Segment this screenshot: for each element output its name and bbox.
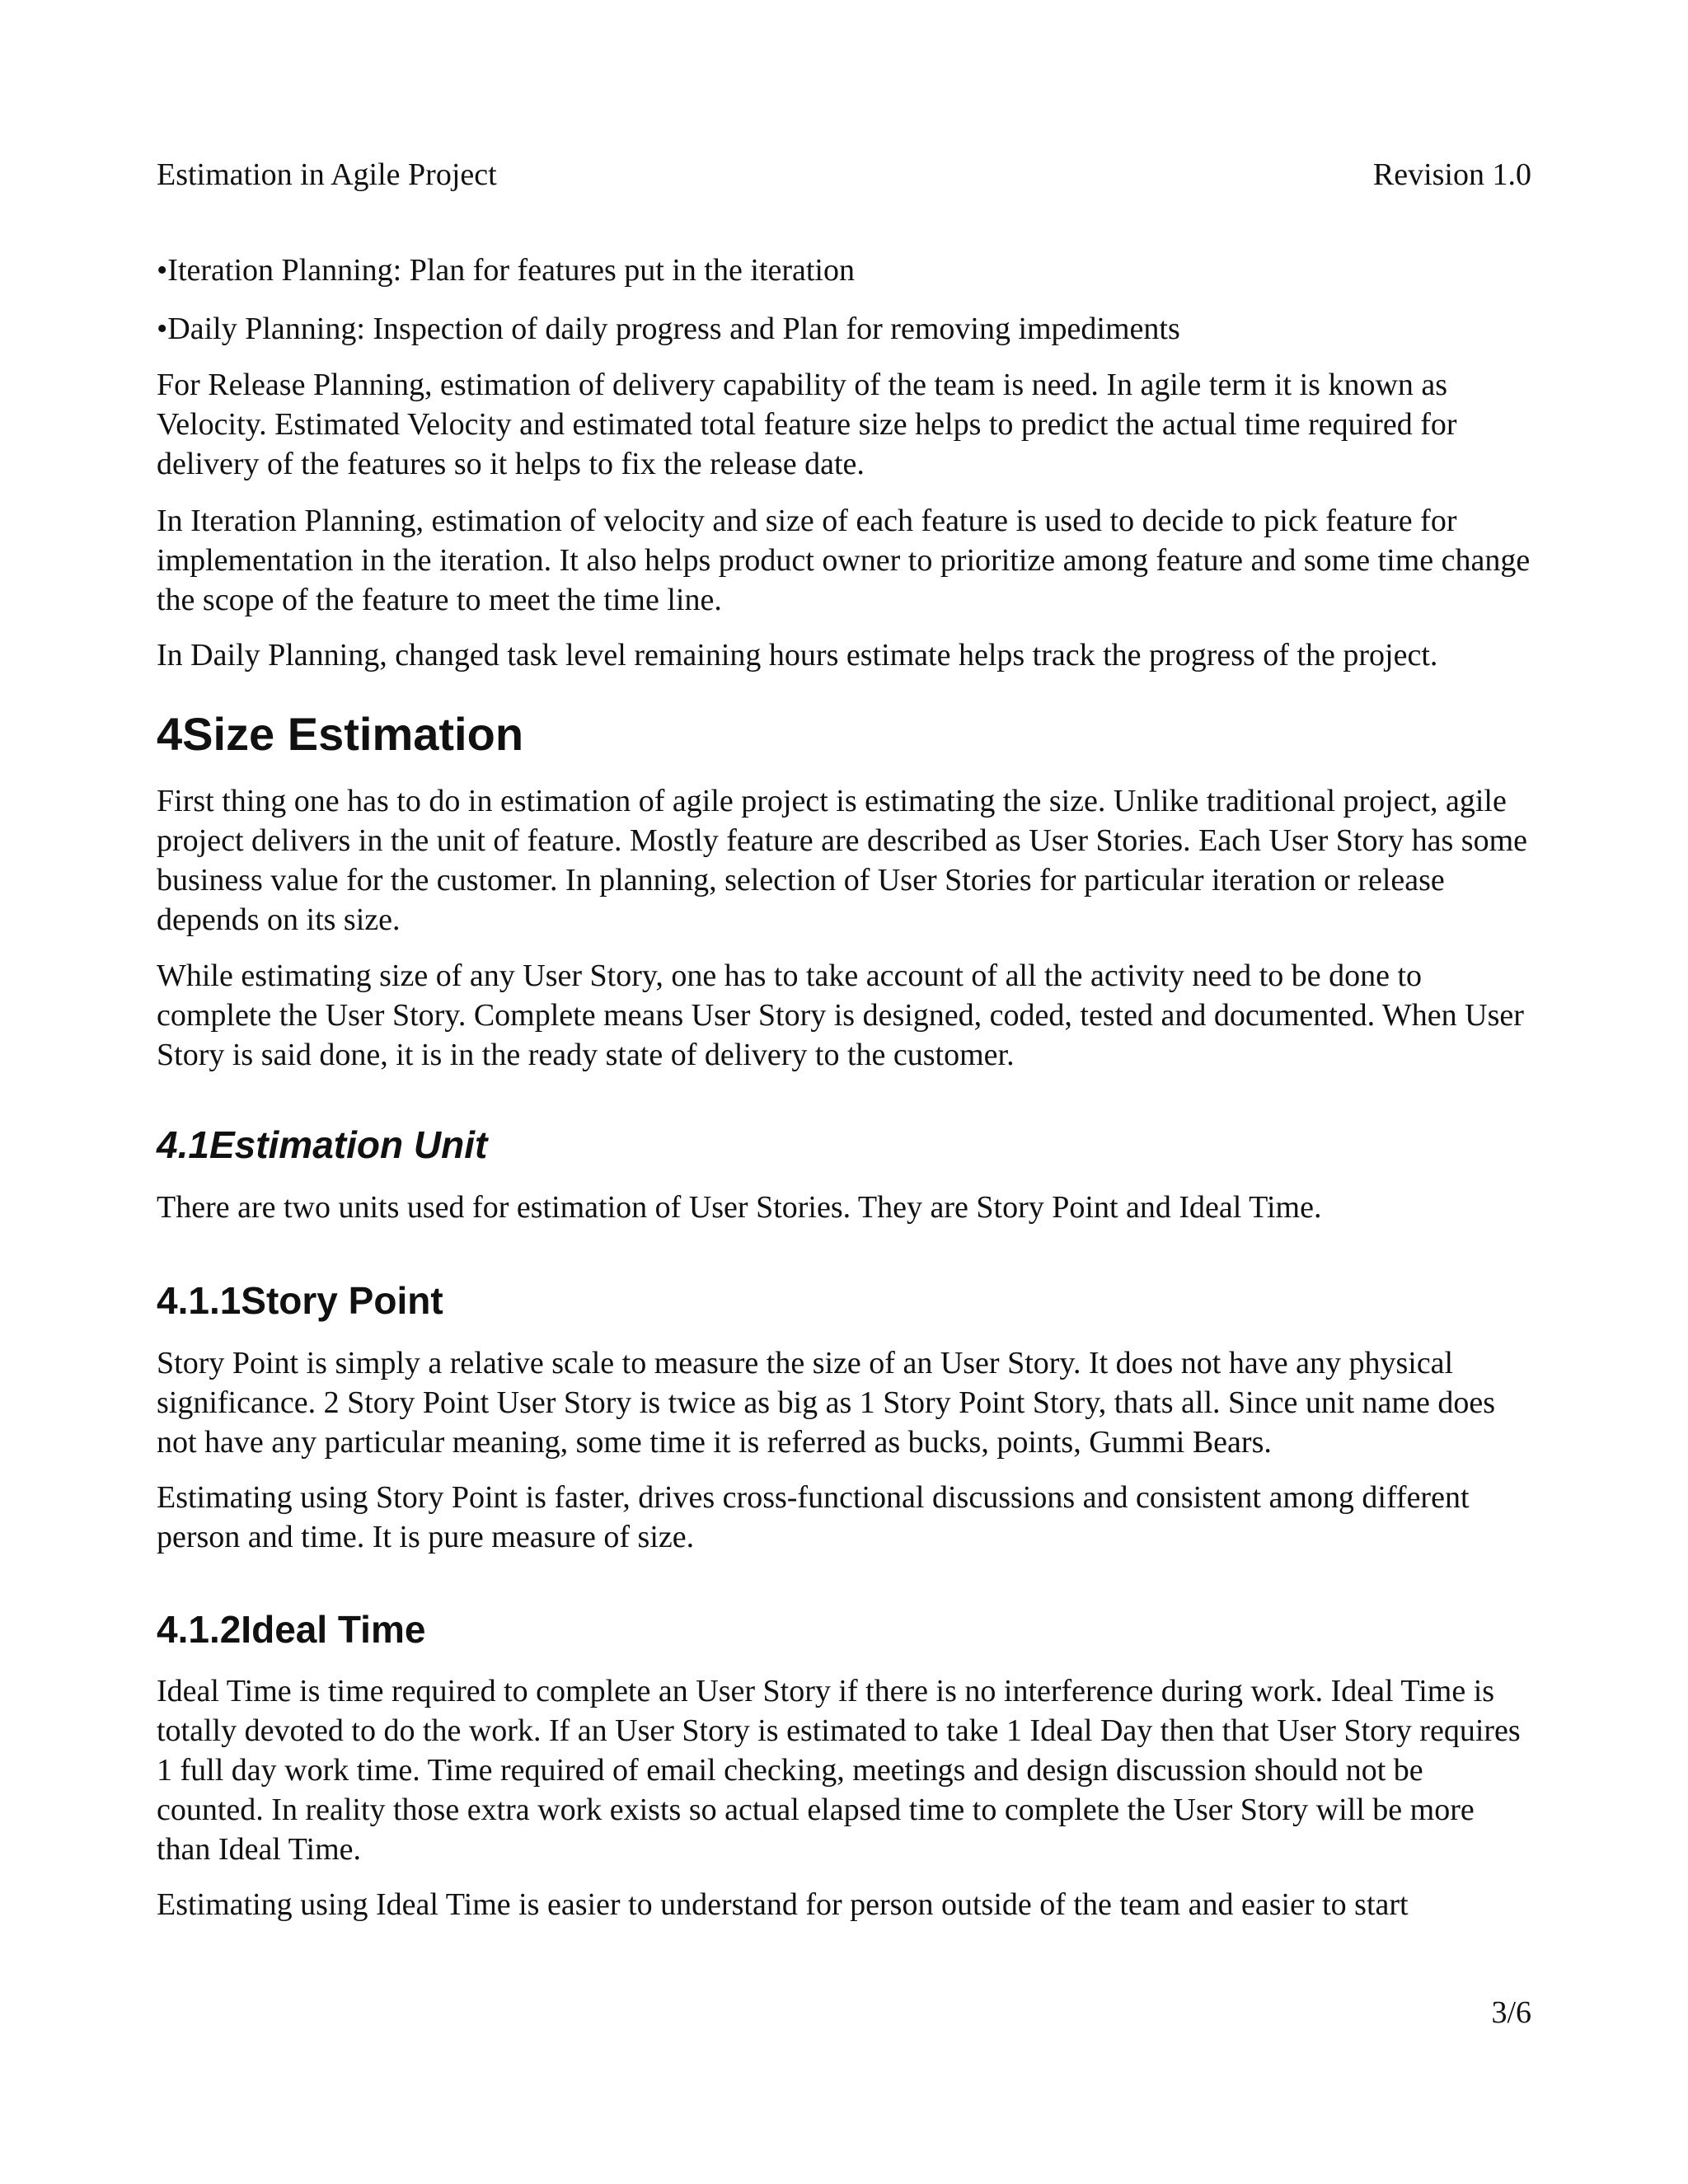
paragraph-size-estimation-1: First thing one has to do in estimation of agile project is estimating the size. Unlike traditional project, agile project delivers in the unit of feature. Mostly feature are described as User Stories. Each User Story has some business value for the customer. In planning, selection of User Stories for particular iteration or release depends on its size.	[157, 784, 1528, 937]
page-number: 3/6	[1491, 1995, 1531, 2030]
bullet-daily-planning: •Daily Planning: Inspection of daily progress and Plan for removing impediments	[157, 312, 1180, 346]
document-page	[157, 0, 1531, 2184]
paragraph-story-point-1: Story Point is simply a relative scale to measure the size of an User Story. It does not have any physical significance. 2 Story Point User Story is twice as big as 1 Story Point Story, thats all. Since unit name does not have any particular meaning, some time it is referred as bucks, points, Gummi Bears.	[157, 1346, 1495, 1460]
paragraph-ideal-time-1: Ideal Time is time required to complete an User Story if there is no interference during work. Ideal Time is totally devoted to do the work. If an User Story is estimated to take 1 Ideal Day then that User Story requires 1 full day work time. Time required of email checking, meetings and design discussion should not be counted. In reality those extra work exists so actual elapsed time to complete the User Story will be more than Ideal Time.	[157, 1674, 1521, 1867]
heading-ideal-time: 4.1.2Ideal Time	[157, 1608, 426, 1651]
paragraph-size-estimation-2: While estimating size of any User Story, one has to take account of all the activity need to be done to complete the User Story. Complete means User Story is designed, coded, tested and documented. When User Story is said done, it is in the ready state of delivery to the customer.	[157, 958, 1524, 1072]
paragraph-ideal-time-2: Estimating using Ideal Time is easier to understand for person outside of the team and easier to start	[157, 1887, 1409, 1922]
paragraph-story-point-2: Estimating using Story Point is faster, drives cross-functional discussions and consistent among different person and time. It is pure measure of size.	[157, 1480, 1470, 1554]
heading-story-point: 4.1.1Story Point	[157, 1279, 443, 1322]
document-title: Estimation in Agile Project	[157, 157, 497, 192]
heading-estimation-unit: 4.1Estimation Unit	[157, 1123, 488, 1166]
heading-size-estimation: 4Size Estimation	[157, 708, 524, 760]
paragraph-iteration-planning: In Iteration Planning, estimation of velocity and size of each feature is used to decide to pick feature for implementation in the iteration. It also helps product owner to prioritize among feature and some time change the scope of the feature to meet the time line.	[157, 504, 1531, 617]
paragraph-estimation-unit: There are two units used for estimation of User Stories. They are Story Point and Ideal Time.	[157, 1190, 1322, 1225]
bullet-iteration-planning: •Iteration Planning: Plan for features put in the iteration	[157, 253, 855, 288]
revision-label: Revision 1.0	[1372, 157, 1531, 192]
paragraph-release-planning: For Release Planning, estimation of delivery capability of the team is need. In agile term it is known as Velocity. Estimated Velocity and estimated total feature size helps to predict the actual time required for delivery of the features so it helps to fix the release date.	[157, 368, 1457, 481]
paragraph-daily-planning: In Daily Planning, changed task level remaining hours estimate helps track the progress of the project.	[157, 638, 1438, 673]
